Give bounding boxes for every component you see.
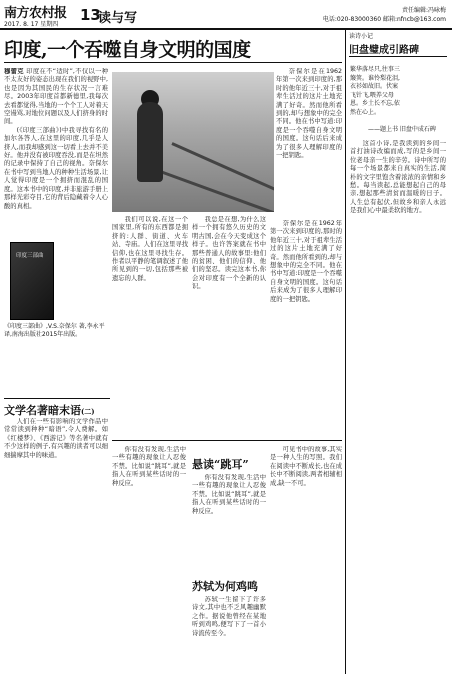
col3-text: 奈保尔是在1962年第一次来到印度的,那时的他年近三十,对于祖辈生活过的这片土地充满了好奇。然而他所看到的,却与想象中的完全不同。他在书中写道:印度是一个吞噬自身文明的国度。这句话后来成为了很多人理解印度的一把钥匙。 bbox=[276, 68, 342, 160]
rail-track bbox=[151, 167, 274, 212]
bottom-right-para: 可见书中的故事,其实是一种人生的写照。我们在阅读中不断成长,也在成长中不断阅读,两者相辅相成,缺一不可。 bbox=[270, 446, 342, 487]
issue-date: 2017. 8. 17 星期四 bbox=[4, 21, 59, 28]
article-col3 bbox=[192, 216, 266, 438]
article-headline: 印度,一个吞噬自身文明的国度 bbox=[4, 39, 251, 61]
page-number: 13 bbox=[80, 6, 101, 24]
col2-text: 我们可以说,在这一个国家里,所有的东西都是拥挤的:人群、街道、火车站、寺庙。人们在这里寻找信仰,也在这里寻找生存。作者以平静的笔调叙述了他所见到的一切,包括那些被遗忘的人群。 bbox=[112, 216, 188, 282]
article-col-right-top bbox=[276, 68, 342, 218]
bottom-mid-text1 bbox=[192, 474, 266, 574]
book-cover bbox=[10, 242, 54, 320]
article-lead bbox=[4, 68, 108, 238]
bottom-mid-para: 你有没有发现,生活中一些有趣的现象让人忍俊不禁。比如说“跳耳”,就是指人在听到某些话时的一种反应。 bbox=[112, 446, 186, 487]
lead-text: 印度在不“适时”,不仅以一种不太友好的姿态出现在我们的视野中,也是因为其国民的生存状况一言难尽。2003年印度首都新德里,我每次去看都觉得,当地的一个个工人对着天空谩骂,对地位问题以及人们挤身的时间。 bbox=[4, 68, 108, 126]
editor-name: 责任编辑:冯咏梅 bbox=[401, 7, 446, 14]
rail-track bbox=[171, 142, 274, 198]
section-title: 读与写 bbox=[98, 11, 138, 26]
col4-text: 我总是在想,为什么这样一个拥有悠久历史的文明古国,会在今天变成这个样子。也许答案就在书中那些普通人的故事里:他们的贫困、他们的信仰、他们的坚忍。读完这本书,你会对印度有一个全新的认识。 bbox=[192, 216, 266, 291]
editor-contact bbox=[323, 6, 446, 24]
right-body-para: 这首小诗,是我读到的乡间一首打油诗改编而成,写的是乡间一位老母亲一生的辛劳。诗中所写的每一个场景都来自真实的生活,简朴的文字里饱含着浓浓的亲情和乡愁。每当读起,总能想起自己的母亲,想起那些清贫而温暖的日子。人生总有起伏,但故乡和亲人永远是我们心中最柔软的地方。 bbox=[350, 140, 446, 215]
right-column-title: 旧盘璧成引路碑 bbox=[349, 45, 419, 56]
bottom-left-head bbox=[4, 402, 95, 418]
person-figure bbox=[137, 102, 163, 182]
mid-text2-para: 苏轼一生留下了许多诗文,其中也不乏风趣幽默之作。据说他曾经在某地听到鸡鸣,便写下了一首小诗流传至今。 bbox=[192, 596, 266, 637]
col1-text: (《印度三部曲》)中我寻找有名的加尔各答人,在这里的印度,几乎是人挤人,而我却感到这一切看上去并不美好。他并没有被印度吞没,而是在坦然的记录中保持了自己的视角。奈保尔在书中写到当地人的种种生活场景,让人觉得印度是一个拥挤而混乱的国度。这本书中的印度,并非旅游手册上那样光彩夺目,它的背后隐藏着令人心酸的真相。 bbox=[4, 126, 108, 210]
bottom-mid-text2 bbox=[192, 596, 266, 668]
book-title: 印度三部曲 bbox=[16, 253, 44, 259]
book-caption: 《印度三部曲》,V.S.奈保尔 著,李永平 译,南海出版社2015年出版。 bbox=[4, 323, 105, 338]
article-author: 穆蕾克 bbox=[4, 68, 24, 75]
contact-info: 电话:020-83000360 邮箱:nfncb@163.com bbox=[322, 16, 446, 23]
right-poem: 繁华落尽只,往事三簸箕。谁怜梨花泪,衣衫如故旧。伏案飞针飞,喂养父母恩。乡土长不忘,依然在心上。 bbox=[350, 66, 400, 116]
section-divider bbox=[4, 398, 110, 399]
article-col4 bbox=[270, 220, 342, 438]
article-photo bbox=[112, 72, 274, 212]
paper-name: 南方农村报 bbox=[4, 6, 67, 21]
bottom-left-para: 人们在一些有影响的文学作品中常常读到种种“暗语”,令人费解。如《红楼梦》、《西游记》等名著中就有不少这样的例子,有兴趣的读者可以细细揣摩其中的味道。 bbox=[4, 418, 108, 459]
section-divider bbox=[112, 440, 342, 441]
bottom-mid-text bbox=[112, 446, 186, 668]
bottom-left-title: 文学名著暗末语 bbox=[4, 404, 81, 417]
masthead bbox=[0, 0, 452, 30]
right-poem-signature: ——题上书 旧盘中成石碑 bbox=[368, 126, 436, 133]
mid-text1-para: 你有没有发现,生活中一些有趣的现象让人忍俊不禁。比如说“跳耳”,就是指人在听到某些话时的一种反应。 bbox=[192, 474, 266, 515]
bottom-right-text bbox=[270, 446, 342, 668]
right-column-body bbox=[350, 140, 446, 668]
bottom-mid-head2: 苏轼为何鸡鸣 bbox=[192, 580, 258, 593]
col4-text-cont: 奈保尔是在1962年第一次来到印度的,那时的他年近三十,对于祖辈生活过的这片土地充满了好奇。然而他所看到的,却与想象中的完全不同。他在书中写道:印度是一个吞噬自身文明的国度。这句话后来成为了很多人理解印度的一把钥匙。 bbox=[270, 220, 342, 303]
bottom-left-text bbox=[4, 418, 108, 668]
right-column-label: 读诗小记 bbox=[349, 33, 374, 40]
bottom-left-suffix: (二) bbox=[81, 407, 95, 416]
headline-divider bbox=[4, 62, 342, 63]
bottom-mid-head1: 悬读“跳耳” bbox=[192, 458, 249, 471]
right-title-divider bbox=[349, 56, 447, 57]
article-col2 bbox=[112, 216, 188, 438]
